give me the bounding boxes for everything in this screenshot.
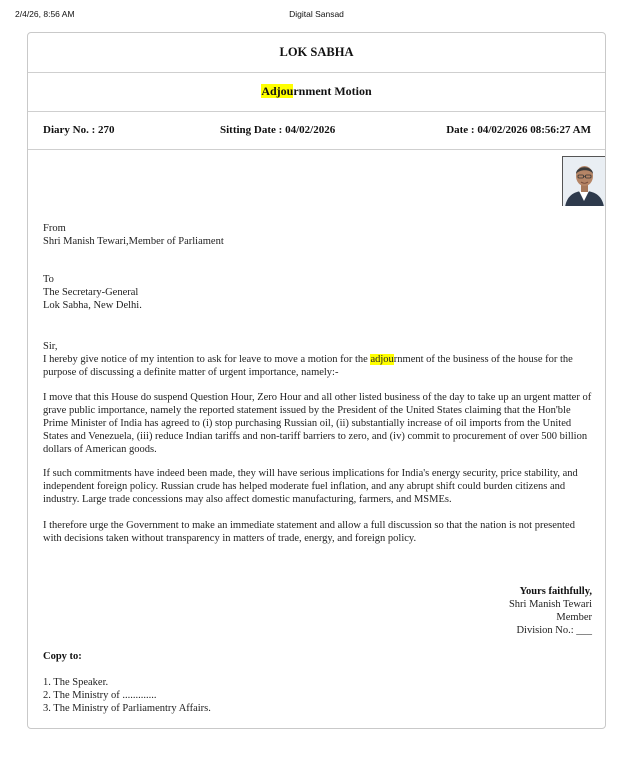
to-label: To [43,274,54,285]
salutation: Sir, [43,341,58,352]
copy-to-heading: Copy to: [43,651,82,662]
meta-row [28,112,605,150]
signatory-role: Member [556,612,592,623]
intro-text-highlight: adjou [370,354,394,365]
motion-paragraph: I move that this House do suspend Question Hour, Zero Hour and all other listed business of the day to take up an urgent matter of grave public importance, namely the reported statement issued by the President of the United States claiming that the Hon'ble Prime Minister of India has agreed to (i) stop purchasing Russian oil, (ii) substantially increase of oil imports from the United States and Venezuela, (iii) reduce Indian tariffs and non-tariff barriers to zero, and (iv) commit to procurement of over 500 billion dollars of American goods. [43,392,592,455]
division-number: Division No.: ___ [516,625,592,636]
motion-type-row [28,73,605,112]
closing: Yours faithfully, [519,586,592,597]
signatory-name: Shri Manish Tewari [508,599,592,610]
print-header [0,9,633,23]
copy-item: 3. The Ministry of Parliamentry Affairs. [43,703,211,714]
to-address: Lok Sabha, New Delhi. [43,300,142,311]
to-section [43,273,142,312]
print-site-title: Digital Sansad [289,9,344,19]
notice-card [27,32,606,729]
motion-type-rest: rnment Motion [293,84,372,98]
print-datetime: 2/4/26, 8:56 AM [15,9,75,19]
submission-date: Date : 04/02/2026 08:56:27 AM [446,124,591,136]
house-row [28,33,605,73]
copy-to-list [43,676,211,715]
intro-text-before: I hereby give notice of my intention to ask for leave to move a motion for the [43,354,371,365]
house-title: LOK SABHA [279,45,354,59]
sitting-date: Sitting Date : 04/02/2026 [220,124,336,136]
copy-item: 2. The Ministry of ............. [43,690,157,701]
to-recipient: The Secretary-General [43,287,139,298]
intro-section [43,340,591,379]
implications-paragraph: If such commitments have indeed been made, they will have serious implications for India's energy security, price stability, and independent foreign policy. Russian crude has helped moderate fuel inflation, and any abrupt shift could burden citizens and industry. Large trade concessions may also affect domestic manufacturing, farmers, and MSMEs. [43,468,578,505]
member-photo [562,156,605,206]
intro-paragraph [43,353,591,379]
from-label: From [43,223,66,234]
motion-type-title [28,84,605,99]
motion-type-highlight: Adjou [261,84,294,98]
from-section [43,222,224,248]
intro-text-after: rnment of the business of the house for the purpose of discussing a definite matter of urgent importance, namely:- [43,354,573,378]
diary-number: Diary No. : 270 [43,124,115,136]
copy-item: 1. The Speaker. [43,677,109,688]
from-name: Shri Manish Tewari,Member of Parliament [43,236,224,247]
signature-block [509,585,592,637]
member-photo-image [563,157,605,206]
request-paragraph: I therefore urge the Government to make an immediate statement and allow a full discussion so that the nation is not presented with decisions taken without transparency in matters of trade, energy, and foreign policy. [43,520,575,544]
